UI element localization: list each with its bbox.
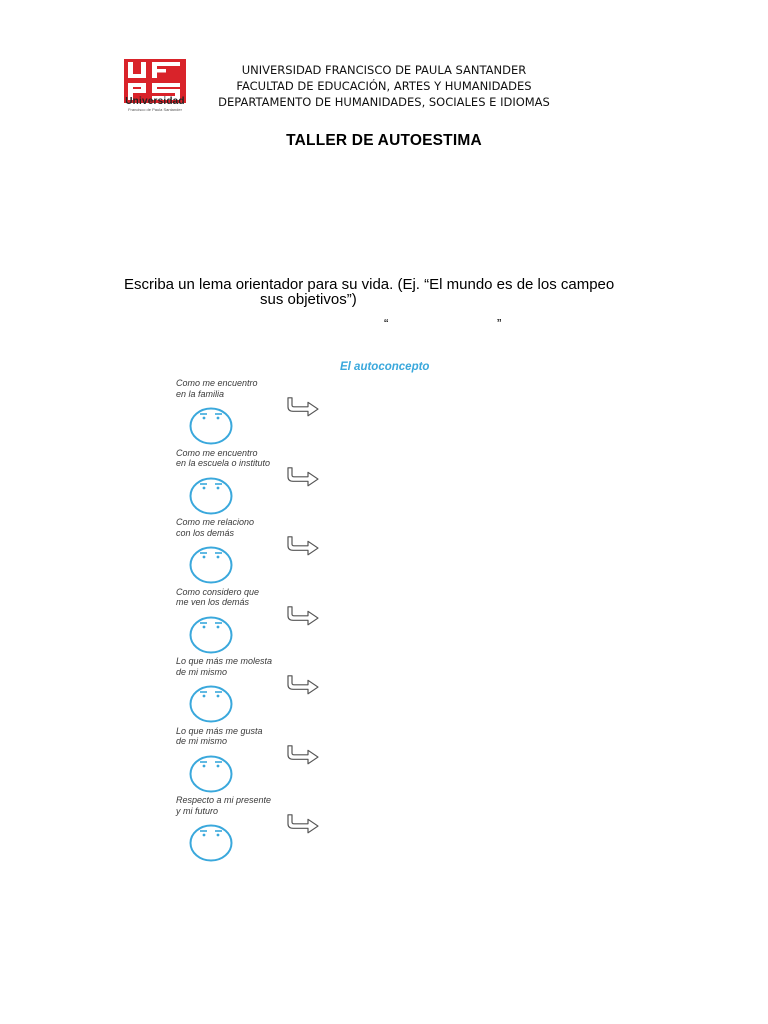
curved-arrow-right-icon [286, 466, 320, 488]
autoconcepto-item [176, 517, 326, 587]
curved-arrow-right-icon [286, 605, 320, 627]
motto-instruction-line2: sus objetivos”) [260, 291, 357, 308]
neutral-face-icon [188, 754, 234, 794]
curved-arrow-right-icon [286, 535, 320, 557]
autoconcepto-item-label: Como considero que me ven los demás [176, 586, 260, 607]
neutral-face-icon [188, 476, 234, 516]
neutral-face-icon [188, 615, 234, 655]
neutral-face-icon [188, 684, 234, 724]
autoconcepto-item-label: Lo que más me molesta de mi mismo [176, 656, 273, 677]
autoconcepto-item [176, 726, 326, 796]
autoconcepto-item-label: Como me relaciono con los demás [176, 517, 255, 538]
autoconcepto-item [176, 795, 326, 865]
curved-arrow-right-icon [286, 674, 320, 696]
logo-subtitle: Francisco de Paula Santander [128, 107, 182, 112]
motto-open-quote: “ [384, 316, 389, 331]
motto-instruction-line1: Escriba un lema orientador para su vida. (Ej. “El mundo es de los campeo [124, 276, 615, 293]
neutral-face-icon [188, 545, 234, 585]
autoconcepto-item-label: Como me encuentro en la escuela o instituto [176, 447, 271, 468]
page-title: TALLER DE AUTOESTIMA [286, 132, 482, 149]
curved-arrow-right-icon [286, 813, 320, 835]
header-line-university: UNIVERSIDAD FRANCISCO DE PAULA SANTANDER [241, 63, 527, 77]
motto-close-quote: ” [497, 316, 502, 331]
neutral-face-icon [188, 823, 234, 863]
header-line-department: DEPARTAMENTO DE HUMANIDADES, SOCIALES E IDIOMAS [218, 95, 550, 109]
autoconcepto-item-label: Lo que más me gusta de mi mismo [176, 725, 263, 746]
institution-header [200, 62, 568, 110]
autoconcepto-title: El autoconcepto [340, 361, 430, 373]
autoconcepto-item-label: Como me encuentro en la familia [176, 378, 258, 399]
curved-arrow-right-icon [286, 396, 320, 418]
autoconcepto-item [176, 656, 326, 726]
neutral-face-icon [188, 406, 234, 446]
curved-arrow-right-icon [286, 744, 320, 766]
header-line-faculty: FACULTAD DE EDUCACIÓN, ARTES Y HUMANIDADES [236, 79, 532, 93]
logo-name: Universidad [125, 96, 185, 107]
autoconcepto-item [176, 378, 326, 448]
autoconcepto-item [176, 448, 326, 518]
autoconcepto-item [176, 587, 326, 657]
autoconcepto-item-label: Respecto a mi presente y mi futuro [176, 795, 272, 816]
